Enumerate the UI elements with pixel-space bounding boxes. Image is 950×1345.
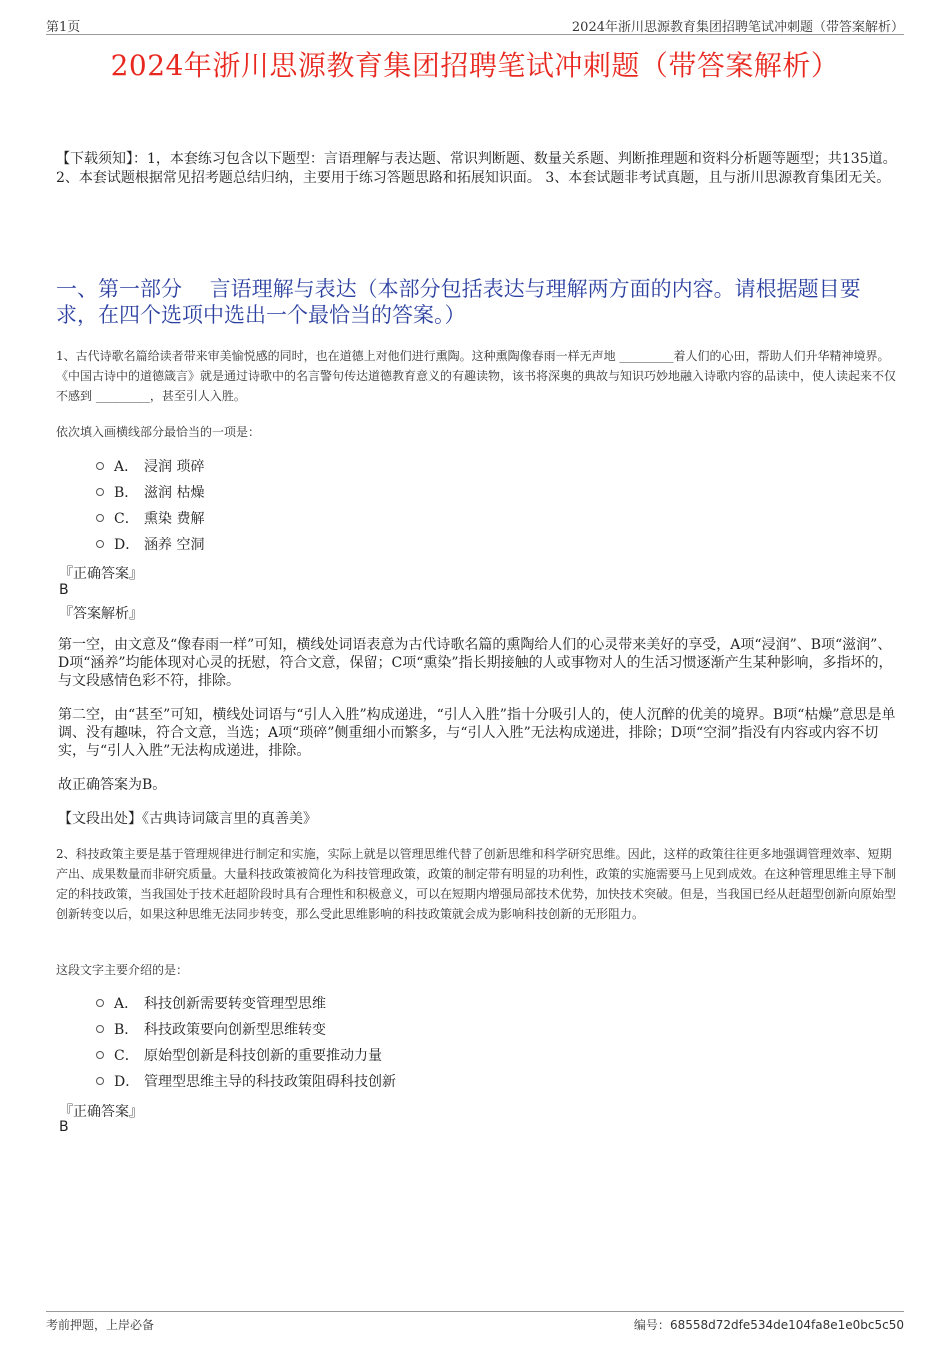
answer-value: B — [59, 582, 69, 598]
answer-value: B — [59, 1119, 69, 1135]
analysis-paragraph-2: 第二空，由“甚至”可知，横线处词语与“引人入胜”构成递进，“引人入胜”指十分吸引人的，使人沉醉的优美的境界。B项“枯燥”意思是单调、没有趣味，符合文意，当选；A项“琐碎”侧重细小而繁多，与“引人入胜”无法构成递进，排除；D项“空洞”指没有内容或内容不切实，与“引人入胜”无法构成递进，排除。 — [58, 707, 896, 759]
option-d[interactable]: D． 涵养 空洞 — [96, 531, 204, 557]
page-number: 第1页 — [46, 20, 81, 35]
page-title: 2024年浙川思源教育集团招聘笔试冲刺题（带答案解析） — [110, 49, 840, 82]
option-c[interactable]: C． 熏染 费解 — [96, 505, 204, 531]
page-header — [46, 14, 904, 35]
question-2-prompt: 这段文字主要介绍的是： — [56, 963, 189, 977]
answer-label: 『正确答案』 — [59, 566, 143, 582]
question-1-prompt: 依次填入画横线部分最恰当的一项是： — [56, 425, 261, 439]
source-citation: 【文段出处】《古典诗词箴言里的真善美》 — [58, 811, 317, 827]
document-id: 编号：68558d72dfe534de104fa8e1e0bc5c50 — [633, 1318, 904, 1332]
option-c[interactable]: C． 原始型创新是科技创新的重要推动力量 — [96, 1042, 396, 1068]
question-1-stem: 1、古代诗歌名篇给读者带来审美愉悦感的同时，也在道德上对他们进行熏陶。这种熏陶像春雨一样无声地 _________着人们的心田，帮助人们升华精神境界。《中国古诗中的道德箴言》就是通过诗歌中的名言警句传达道德教育意义的有趣读物，该书将深奥的典故与知识巧妙地融入诗歌内容的品读中，使人读起来不仅不感到 _________，甚至引人入胜。 — [56, 349, 897, 403]
analysis-paragraph-1: 第一空，由文意及“像春雨一样”可知，横线处词语表意为古代诗歌名篇的熏陶给人们的心灵带来美好的享受，A项“浸润”、B项“滋润”、D项“涵养”均能体现对心灵的抚慰，符合文意，保留；C项“熏染”指长期接触的人或事物对人的生活习惯逐渐产生某种影响，多指坏的，与文段感情色彩不符，排除。 — [58, 637, 893, 689]
analysis-label: 『答案解析』 — [59, 606, 143, 622]
option-d[interactable]: D． 管理型思维主导的科技政策阻碍科技创新 — [96, 1068, 396, 1094]
question-2-options — [96, 990, 396, 1094]
radio-icon[interactable] — [96, 488, 104, 496]
answer-label: 『正确答案』 — [59, 1104, 143, 1120]
footer-slogan: 考前押题，上岸必备 — [46, 1318, 155, 1332]
radio-icon[interactable] — [96, 540, 104, 548]
question-2-stem: 2、科技政策主要是基于管理规律进行制定和实施，实际上就是以管理思维代替了创新思维和科学研究思维。因此，这样的政策往往更多地强调管理效率、短期产出、成果数量而非研究质量。大量科技政策被简化为科技管理政策，政策的制定带有明显的功利性，政策的实施需要马上见到成效。在这种管理思维主导下制定的科技政策，当我国处于技术赶超阶段时具有合理性和积极意义，可以在短期内增强局部技术优势，加快技术突破。但是，当我国已经从赶超型创新向原始型创新转变以后，如果这种思维无法同步转变，那么受此思维影响的科技政策就会成为影响科技创新的无形阻力。 — [56, 847, 897, 921]
analysis-conclusion: 故正确答案为B。 — [58, 777, 167, 793]
option-b[interactable]: B． 科技政策要向创新型思维转变 — [96, 1016, 396, 1042]
radio-icon[interactable] — [96, 999, 104, 1007]
question-1-options — [96, 453, 204, 557]
option-b[interactable]: B． 滋润 枯燥 — [96, 479, 204, 505]
radio-icon[interactable] — [96, 1051, 104, 1059]
radio-icon[interactable] — [96, 514, 104, 522]
header-doc-title: 2024年浙川思源教育集团招聘笔试冲刺题（带答案解析） — [571, 20, 904, 35]
download-notice: 【下载须知】：1，本套练习包含以下题型：言语理解与表达题、常识判断题、数量关系题、判断推理题和资料分析题等题型；共135道。 2、本套试题根据常见招考题总结归纳，主要用于练习答题思路和拓展知识面。 3、本套试题非考试真题，且与浙川思源教育集团无关。 — [56, 151, 897, 186]
radio-icon[interactable] — [96, 1077, 104, 1085]
radio-icon[interactable] — [96, 1025, 104, 1033]
radio-icon[interactable] — [96, 462, 104, 470]
page-footer — [46, 1311, 904, 1336]
option-a[interactable]: A． 科技创新需要转变管理型思维 — [96, 990, 396, 1016]
option-a[interactable]: A． 浸润 琐碎 — [96, 453, 204, 479]
section-heading: 一、第一部分 言语理解与表达（本部分包括表达与理解两方面的内容。请根据题目要求，在四个选项中选出一个最恰当的答案。） — [56, 277, 861, 327]
